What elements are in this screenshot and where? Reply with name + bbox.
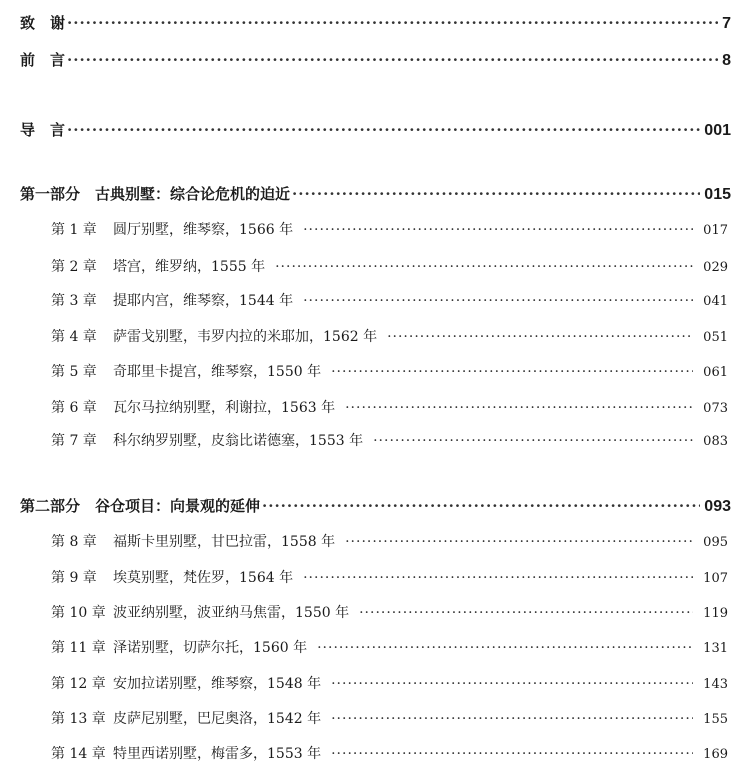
chapter-page: 095 bbox=[703, 535, 728, 550]
dot-leader bbox=[373, 433, 693, 449]
chapter-page: 029 bbox=[703, 260, 728, 275]
chapter-page: 061 bbox=[703, 365, 728, 380]
chapter-title: 埃莫别墅，梵佐罗，1564 年 bbox=[113, 570, 294, 586]
chapter-number: 第 14 章 bbox=[51, 746, 106, 762]
part-title: 第二部分 谷仓项目：向景观的延伸 bbox=[20, 497, 261, 515]
dot-leader bbox=[387, 329, 693, 345]
dot-leader bbox=[67, 51, 718, 69]
chapter-number: 第 6 章 bbox=[51, 400, 97, 416]
dot-leader bbox=[275, 259, 693, 275]
toc-chapter-5[interactable] bbox=[51, 361, 728, 381]
chapter-title: 萨雷戈别墅，韦罗内拉的米耶加，1562 年 bbox=[113, 329, 378, 345]
chapter-page: 107 bbox=[703, 571, 728, 586]
toc-entry-page: 7 bbox=[722, 15, 731, 32]
toc-chapter-8[interactable] bbox=[51, 531, 728, 551]
dot-leader bbox=[303, 570, 693, 586]
dot-leader bbox=[303, 222, 693, 238]
chapter-title: 波亚纳别墅，波亚纳马焦雷，1550 年 bbox=[113, 605, 350, 621]
dot-leader bbox=[331, 364, 693, 380]
chapter-title: 皮萨尼别墅，巴尼奥洛，1542 年 bbox=[113, 711, 322, 727]
toc-part-2[interactable] bbox=[20, 495, 731, 516]
toc-entry-page: 8 bbox=[722, 52, 731, 69]
chapter-number: 第 11 章 bbox=[51, 640, 106, 656]
chapter-title: 福斯卡里别墅，甘巴拉雷，1558 年 bbox=[113, 534, 336, 550]
toc-entry-title: 导 言 bbox=[20, 121, 66, 139]
chapter-title: 圆厅别墅，维琴察，1566 年 bbox=[113, 222, 294, 238]
chapter-title: 安加拉诺别墅，维琴察，1548 年 bbox=[113, 676, 322, 692]
dot-leader bbox=[67, 14, 718, 32]
toc-chapter-1[interactable] bbox=[51, 219, 728, 239]
chapter-page: 169 bbox=[703, 747, 728, 762]
chapter-number: 第 10 章 bbox=[51, 605, 106, 621]
dot-leader bbox=[359, 605, 693, 621]
dot-leader bbox=[331, 676, 693, 692]
part-title: 第一部分 古典别墅：综合论危机的迫近 bbox=[20, 185, 291, 203]
toc-entry-page: 001 bbox=[704, 122, 731, 139]
chapter-number: 第 7 章 bbox=[51, 433, 97, 449]
toc-chapter-7[interactable] bbox=[51, 430, 728, 450]
toc-chapter-6[interactable] bbox=[51, 397, 728, 417]
chapter-number: 第 8 章 bbox=[51, 534, 97, 550]
dot-leader bbox=[67, 121, 700, 139]
chapter-page: 143 bbox=[703, 677, 728, 692]
chapter-number: 第 2 章 bbox=[51, 259, 97, 275]
toc-entry-title: 前 言 bbox=[20, 51, 66, 69]
dot-leader bbox=[303, 293, 693, 309]
dot-leader bbox=[331, 746, 693, 762]
chapter-title: 科尔纳罗别墅，皮翁比诺德塞，1553 年 bbox=[113, 433, 364, 449]
chapter-page: 131 bbox=[703, 641, 728, 656]
toc-chapter-11[interactable] bbox=[51, 637, 728, 657]
chapter-page: 041 bbox=[703, 294, 728, 309]
chapter-number: 第 12 章 bbox=[51, 676, 106, 692]
dot-leader bbox=[292, 185, 700, 203]
chapter-title: 特里西诺别墅，梅雷多，1553 年 bbox=[113, 746, 322, 762]
toc-part-1[interactable] bbox=[20, 183, 731, 204]
dot-leader bbox=[345, 400, 693, 416]
toc-entry-title: 致 谢 bbox=[20, 14, 66, 32]
toc-chapter-12[interactable] bbox=[51, 673, 728, 693]
chapter-title: 塔宫，维罗纳，1555 年 bbox=[113, 259, 266, 275]
chapter-page: 051 bbox=[703, 330, 728, 345]
chapter-page: 119 bbox=[703, 606, 728, 621]
part-page: 015 bbox=[704, 186, 731, 203]
part-page: 093 bbox=[704, 498, 731, 515]
chapter-number: 第 3 章 bbox=[51, 293, 97, 309]
chapter-title: 泽诺别墅，切萨尔托，1560 年 bbox=[113, 640, 308, 656]
chapter-number: 第 4 章 bbox=[51, 329, 97, 345]
toc-entry-acknowledgements[interactable] bbox=[20, 12, 731, 33]
chapter-title: 提耶内宫，维琴察，1544 年 bbox=[113, 293, 294, 309]
chapter-number: 第 9 章 bbox=[51, 570, 97, 586]
toc-chapter-14[interactable] bbox=[51, 743, 728, 763]
chapter-page: 073 bbox=[703, 401, 728, 416]
toc-chapter-13[interactable] bbox=[51, 708, 728, 728]
chapter-number: 第 5 章 bbox=[51, 364, 97, 380]
chapter-title: 瓦尔马拉纳别墅，利谢拉，1563 年 bbox=[113, 400, 336, 416]
toc-entry-preface[interactable] bbox=[20, 49, 731, 70]
toc-entry-introduction[interactable] bbox=[20, 119, 731, 140]
toc-chapter-3[interactable] bbox=[51, 290, 728, 310]
toc-chapter-10[interactable] bbox=[51, 602, 728, 622]
chapter-page: 017 bbox=[703, 223, 728, 238]
toc-chapter-4[interactable] bbox=[51, 326, 728, 346]
chapter-page: 155 bbox=[703, 712, 728, 727]
toc-chapter-2[interactable] bbox=[51, 256, 728, 276]
chapter-page: 083 bbox=[703, 434, 728, 449]
toc-chapter-9[interactable] bbox=[51, 567, 728, 587]
dot-leader bbox=[262, 497, 700, 515]
dot-leader bbox=[331, 711, 693, 727]
chapter-number: 第 13 章 bbox=[51, 711, 106, 727]
chapter-number: 第 1 章 bbox=[51, 222, 97, 238]
dot-leader bbox=[345, 534, 693, 550]
dot-leader bbox=[317, 640, 693, 656]
chapter-title: 奇耶里卡提宫，维琴察，1550 年 bbox=[113, 364, 322, 380]
